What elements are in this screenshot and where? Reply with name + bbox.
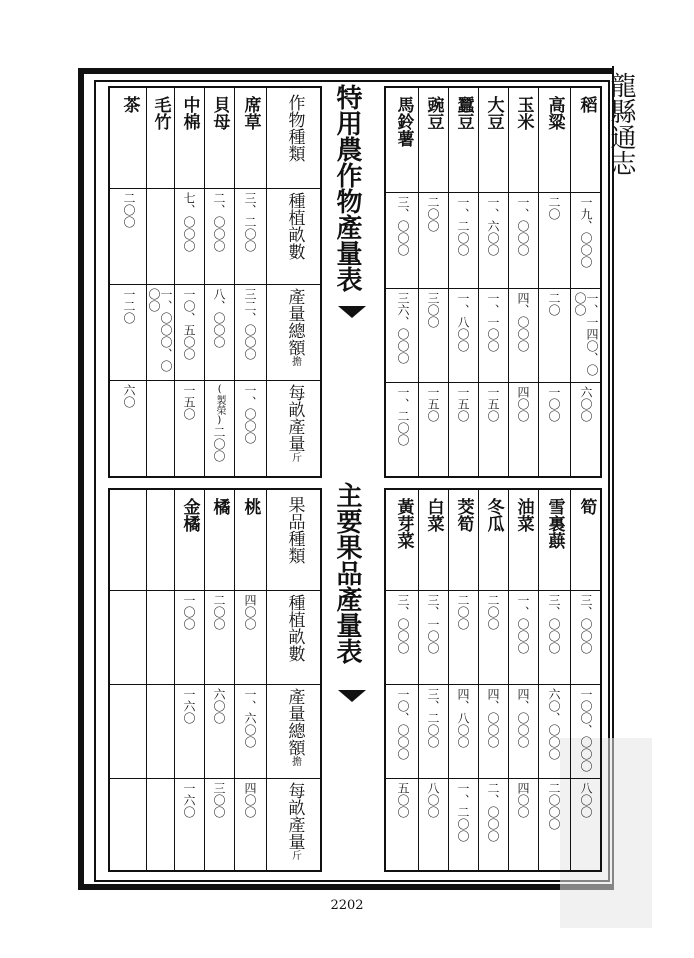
crop-per: (製榮)二〇〇 (212, 384, 226, 462)
crop-per: 一五〇 (182, 384, 196, 420)
grain-total: 一、八〇〇 (456, 292, 470, 352)
fruits-title: 主要果品產量表 (332, 482, 362, 664)
fruit-name: 桃 (240, 498, 261, 515)
grain-area: 三、〇〇〇 (396, 196, 410, 256)
fruit-per: 一六〇 (182, 782, 196, 818)
veg-per: 四〇〇 (516, 782, 530, 818)
grain-per: 一五〇 (456, 386, 470, 422)
crop-total: 一〇、五〇〇 (182, 288, 196, 360)
fruit-per: 三〇〇 (212, 782, 226, 818)
veg-area: 三、〇〇〇 (547, 594, 561, 654)
grain-total: 三〇〇 (426, 292, 440, 328)
crop-name: 毛竹 (150, 96, 171, 130)
veg-per: 五〇〇 (396, 782, 410, 818)
crop-area: 二、〇〇〇 (212, 192, 226, 252)
veg-area: 二〇〇 (486, 594, 500, 630)
grain-total: 四、〇〇〇 (516, 292, 530, 352)
crop-total: 三二、〇〇〇 (243, 288, 257, 360)
fruit-area: 一〇〇 (182, 594, 196, 630)
veg-total: 三、二〇〇 (426, 688, 440, 748)
divider (110, 778, 320, 779)
grain-area: 一九、〇〇〇 (579, 196, 593, 268)
veg-total: 一〇〇、〇〇〇 (579, 688, 593, 772)
header-area: 種植畝數 (284, 594, 305, 662)
fruits-table (108, 488, 322, 872)
crop-area: 七、〇〇〇 (182, 192, 196, 252)
veg-name: 黃芽菜 (393, 498, 414, 549)
grain-per: 四〇〇 (516, 386, 530, 422)
crop-name: 席草 (240, 96, 261, 130)
veg-total: 四、〇〇〇 (486, 688, 500, 748)
grain-name: 蠶豆 (453, 96, 474, 130)
divider (146, 490, 147, 870)
fruit-name: 橘 (209, 498, 230, 515)
grain-name: 豌豆 (423, 96, 444, 130)
crop-per: 六〇 (122, 384, 136, 408)
veg-name: 白菜 (423, 498, 444, 532)
fruit-name: 金橘 (179, 498, 200, 532)
header-per: 每畝產量斤 (284, 782, 305, 860)
fruit-area: 四〇〇 (243, 594, 257, 630)
veg-area: 一、〇〇〇 (516, 594, 530, 654)
grain-total: 三六、〇〇〇 (396, 292, 410, 364)
grain-name: 玉米 (513, 96, 534, 130)
veg-area: 二〇〇 (456, 594, 470, 630)
veg-name: 筍 (576, 498, 597, 515)
fruit-total: 六〇〇 (212, 688, 226, 724)
header-area: 種植畝數 (284, 192, 305, 260)
veg-per: 八〇〇 (426, 782, 440, 818)
veg-total: 四、八〇〇 (456, 688, 470, 748)
veg-total: 四、〇〇〇 (516, 688, 530, 748)
crop-total: 一、〇〇〇、〇〇〇 (147, 288, 173, 372)
crop-name: 茶 (119, 96, 140, 113)
page-number: 2202 (330, 898, 364, 913)
veg-per: 一、二〇〇 (456, 782, 470, 842)
crop-total: 八、〇〇〇 (212, 288, 226, 348)
grain-per: 一五〇 (426, 386, 440, 422)
veg-per: 二、〇〇〇 (486, 782, 500, 842)
veg-area: 三、〇〇〇 (396, 594, 410, 654)
fruit-total: 一六〇 (182, 688, 196, 724)
veg-total: 六〇、〇〇〇 (547, 688, 561, 760)
veg-name: 雪裏蕻 (544, 498, 565, 549)
grain-area: 二〇 (547, 196, 561, 220)
divider (110, 188, 320, 189)
crop-area: 三、二〇〇 (243, 192, 257, 252)
grains-table (384, 86, 602, 478)
veg-name: 茭筍 (453, 498, 474, 532)
divider (110, 590, 320, 591)
grain-total: 二〇 (547, 292, 561, 316)
veg-area: 三、一〇〇 (426, 594, 440, 654)
header-crop: 作物種類 (284, 94, 305, 162)
special-crops-title: 特用農作物產量表 (332, 84, 362, 292)
header-total: 產量總額擔 (284, 288, 305, 366)
special-crops-table (108, 86, 322, 478)
divider (110, 684, 320, 685)
grain-per: 六〇〇 (579, 386, 593, 422)
crop-area: 二〇〇 (122, 192, 136, 228)
divider (110, 380, 320, 381)
grain-name: 稻 (576, 96, 597, 113)
header-per: 每畝產量斤 (284, 384, 305, 462)
header-total: 產量總額擔 (284, 688, 305, 766)
divider (110, 284, 320, 285)
grain-per: 一、二〇〇 (396, 386, 410, 446)
veg-total: 一〇、〇〇〇 (396, 688, 410, 760)
grain-per: 一〇〇 (547, 386, 561, 422)
crop-total: 一二〇 (122, 288, 136, 324)
running-head: 龍縣通志 (606, 72, 636, 176)
grain-total: 一、一四〇、〇〇〇 (573, 292, 599, 376)
veg-name: 油菜 (513, 498, 534, 532)
veg-per: 二〇〇〇 (547, 782, 561, 830)
grain-total: 一、一〇〇 (486, 292, 500, 352)
grain-per: 一五〇 (486, 386, 500, 422)
fruit-area: 二〇〇 (212, 594, 226, 630)
title-marker (338, 690, 366, 702)
crop-name: 貝母 (209, 96, 230, 130)
veg-area: 三、〇〇〇 (579, 594, 593, 654)
fruit-total: 一、六〇〇 (243, 688, 257, 748)
grain-area: 一、六〇〇 (486, 196, 500, 256)
vegetables-table (384, 488, 602, 872)
grain-name: 高粱 (544, 96, 565, 130)
header-fruit: 果品種類 (284, 496, 305, 564)
crop-name: 中棉 (179, 96, 200, 130)
veg-per: 八〇〇 (579, 782, 593, 818)
grain-name: 大豆 (483, 96, 504, 130)
veg-name: 冬瓜 (483, 498, 504, 532)
grain-name: 馬鈴薯 (393, 96, 414, 147)
crop-per: 一、〇〇〇 (243, 384, 257, 444)
title-marker (338, 306, 366, 318)
grain-area: 一、二〇〇 (456, 196, 470, 256)
fruit-per: 四〇〇 (243, 782, 257, 818)
grain-area: 一、〇〇〇 (516, 196, 530, 256)
grain-area: 二〇〇 (426, 196, 440, 232)
